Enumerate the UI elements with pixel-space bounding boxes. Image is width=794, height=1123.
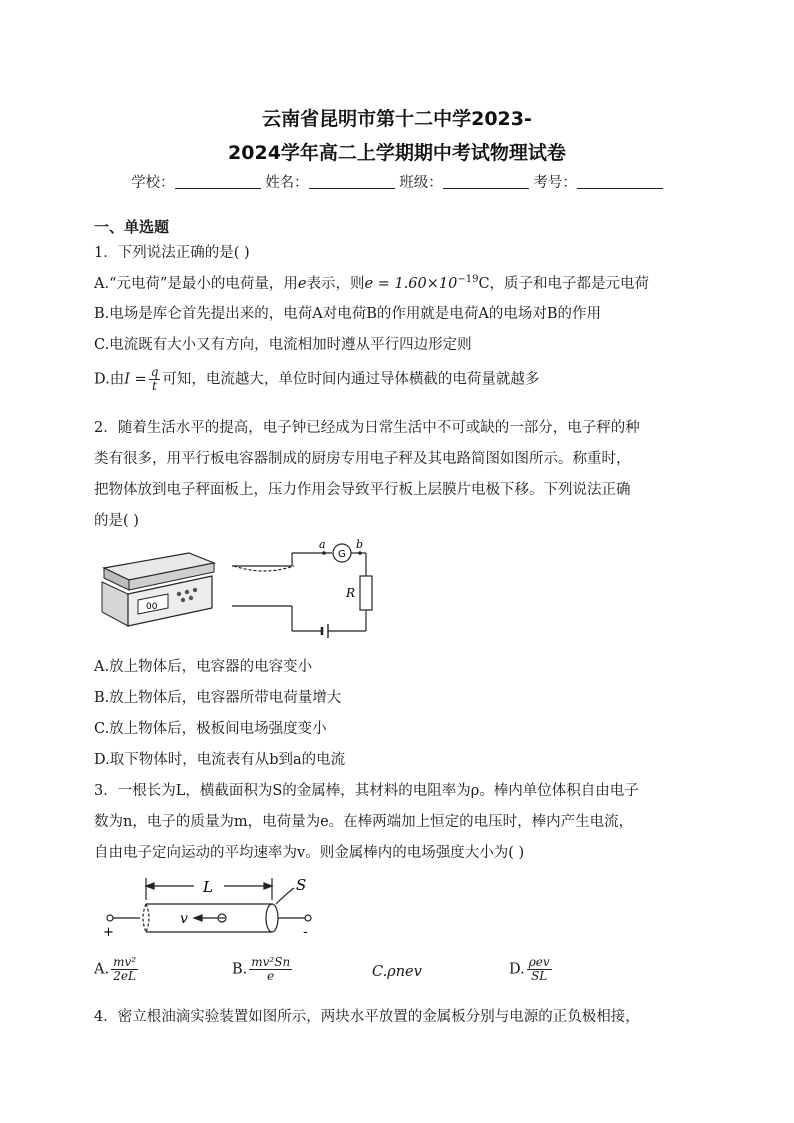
- q2-option-c: C.放上物体后，极板间电场强度变小: [94, 721, 327, 737]
- name-blank[interactable]: [309, 175, 395, 189]
- q2-option-d: D.取下物体时，电流表有从b到a的电流: [94, 752, 346, 768]
- exam-no-blank[interactable]: [577, 175, 663, 189]
- minus-terminal-label: -: [303, 925, 308, 940]
- q3-option-c: C.ρnev: [372, 964, 422, 980]
- q1-option-a: A.“元电荷”是最小的电荷量，用e表示，则$e = 1.60\times 10^{-19}C$，质子和电子都是元电荷: [94, 274, 650, 292]
- q3-figure: [100, 872, 330, 942]
- q2-option-a: A.放上物体后，电容器的电容变小: [94, 659, 313, 675]
- galvanometer-label: G: [338, 549, 346, 560]
- q3-stem-line1: 3．一根长为L，横截面积为S的金属棒，其材料的电阻率为ρ。棒内单位体积自由电子: [94, 783, 639, 799]
- plus-terminal-label: +: [103, 925, 114, 940]
- q1-stem: 1．下列说法正确的是( ): [94, 245, 250, 261]
- terminal-b-label: b: [356, 538, 364, 551]
- q1-option-b: B.电场是库仑首先提出来的，电荷A对电荷B的作用就是电荷A的电场对B的作用: [94, 306, 602, 322]
- area-label: S: [296, 876, 307, 894]
- terminal-a-label: a: [319, 538, 326, 551]
- q3-option-a: A. $\frac{\text{mv²}}{2eL}$: [94, 955, 137, 983]
- q1-option-d: D.由I = $\frac{q}{t}$ 可知，电流越大，单位时间内通过导体横截的电荷量就越多: [94, 365, 540, 393]
- q2-stem-line2: 类有很多，用平行板电容器制成的厨房专用电子秤及其电路简图如图所示。称重时，: [94, 451, 631, 467]
- exam-title-line1: 云南省昆明市第十二中学2023-: [262, 108, 532, 130]
- kitchen-scale-icon: [102, 553, 214, 626]
- q2-stem-line1: 2．随着生活水平的提高，电子钟已经成为日常生活中不可或缺的一部分，电子秤的种: [94, 420, 640, 436]
- velocity-label: v: [180, 911, 188, 927]
- class-blank[interactable]: [443, 175, 529, 189]
- name-label: 姓名：: [265, 175, 309, 191]
- q2-figure: [94, 538, 384, 638]
- q3-option-d: D. $\frac{\text{ρev}}{SL}$: [509, 955, 550, 983]
- q2-stem-line4: 的是( ): [94, 513, 139, 529]
- q1-formula: e = 1.60×10: [364, 276, 458, 292]
- section-heading: 一、单选题: [94, 218, 170, 236]
- q2-stem-line3: 把物体放到电子秤面板上，压力作用会导致平行板上层膜片电极下移。下列说法正确: [94, 482, 631, 498]
- school-label: 学校：: [131, 175, 175, 191]
- resistor-label: R: [346, 586, 356, 600]
- q3-stem-line2: 数为n，电子的质量为m，电荷量为e。在棒两端加上恒定的电压时，棒内产生电流，: [94, 814, 634, 830]
- exam-no-label: 考号：: [533, 175, 577, 191]
- q2-option-b: B.放上物体后，电容器所带电荷量增大: [94, 690, 342, 706]
- q3-option-b: B. $\frac{\text{mv²Sn}}{e}$: [232, 955, 291, 983]
- length-label: L: [203, 878, 213, 896]
- exam-title-line2: 2024学年高二上学期期中考试物理试卷: [228, 142, 566, 164]
- resistor-icon: [360, 576, 372, 610]
- school-blank[interactable]: [175, 175, 261, 189]
- scale-display: 00: [146, 602, 158, 612]
- student-info-row: [0, 171, 794, 192]
- class-label: 班级：: [399, 175, 443, 191]
- q1-option-c: C.电流既有大小又有方向，电流相加时遵从平行四边形定则: [94, 337, 472, 353]
- q3-stem-line3: 自由电子定向运动的平均速率为v。则金属棒内的电场强度大小为( ): [94, 845, 525, 861]
- q4-stem-line1: 4．密立根油滴实验装置如图所示，两块水平放置的金属板分别与电源的正负极相接，: [94, 1009, 640, 1025]
- q1-fraction: $\frac{q}{t}$: [150, 365, 159, 393]
